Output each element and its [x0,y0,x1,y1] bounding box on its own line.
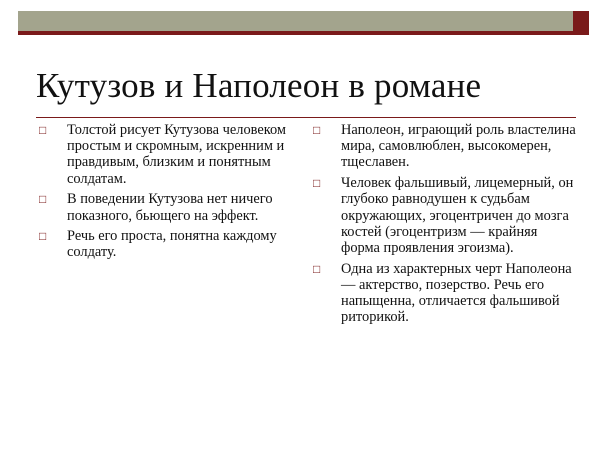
list-item [36,228,288,260]
square-bullet-icon: □ [313,123,321,137]
list-item-text: Одна из характерных черт Наполеона — актерство, позерство. Речь его напыщенна, отличается фальшивой риторикой. [341,260,572,326]
square-bullet-icon: □ [39,123,47,137]
slide-title: Кутузов и Наполеон в романе [36,66,482,105]
napoleon-column [310,122,578,330]
list-item-text: В поведении Кутузова нет ничего показного, бьющего на эффект. [67,191,273,224]
header-accent-square [573,11,589,31]
square-bullet-icon: □ [39,192,47,207]
list-item-text: Наполеон, играющий роль властелина мира, самовлюблен, высокомерен, тщеславен. [341,122,576,171]
square-bullet-icon: □ [39,229,47,244]
square-bullet-icon: □ [313,176,321,191]
square-bullet-icon: □ [313,261,321,276]
list-item [310,261,578,326]
list-item-text: Речь его проста, понятна каждому солдату. [67,228,277,261]
list-item [310,122,578,171]
header-accent-line [18,31,589,35]
list-item-text: Человек фальшивый, лицемерный, он глубоко равнодушен к судьбам окружающих, эгоцентричен до мозга костей (эгоцентризм — крайняя форма проявления эгоизма). [341,175,574,256]
list-item-text: Толстой рисует Кутузова человеком простым и скромным, искренним и правдивым, близким и понятным солдатам. [67,122,287,187]
list-item [36,191,288,223]
header-band [18,11,578,31]
list-item [310,175,578,256]
title-underline [36,117,576,118]
kutuzov-column [36,122,288,265]
list-item [36,122,288,187]
